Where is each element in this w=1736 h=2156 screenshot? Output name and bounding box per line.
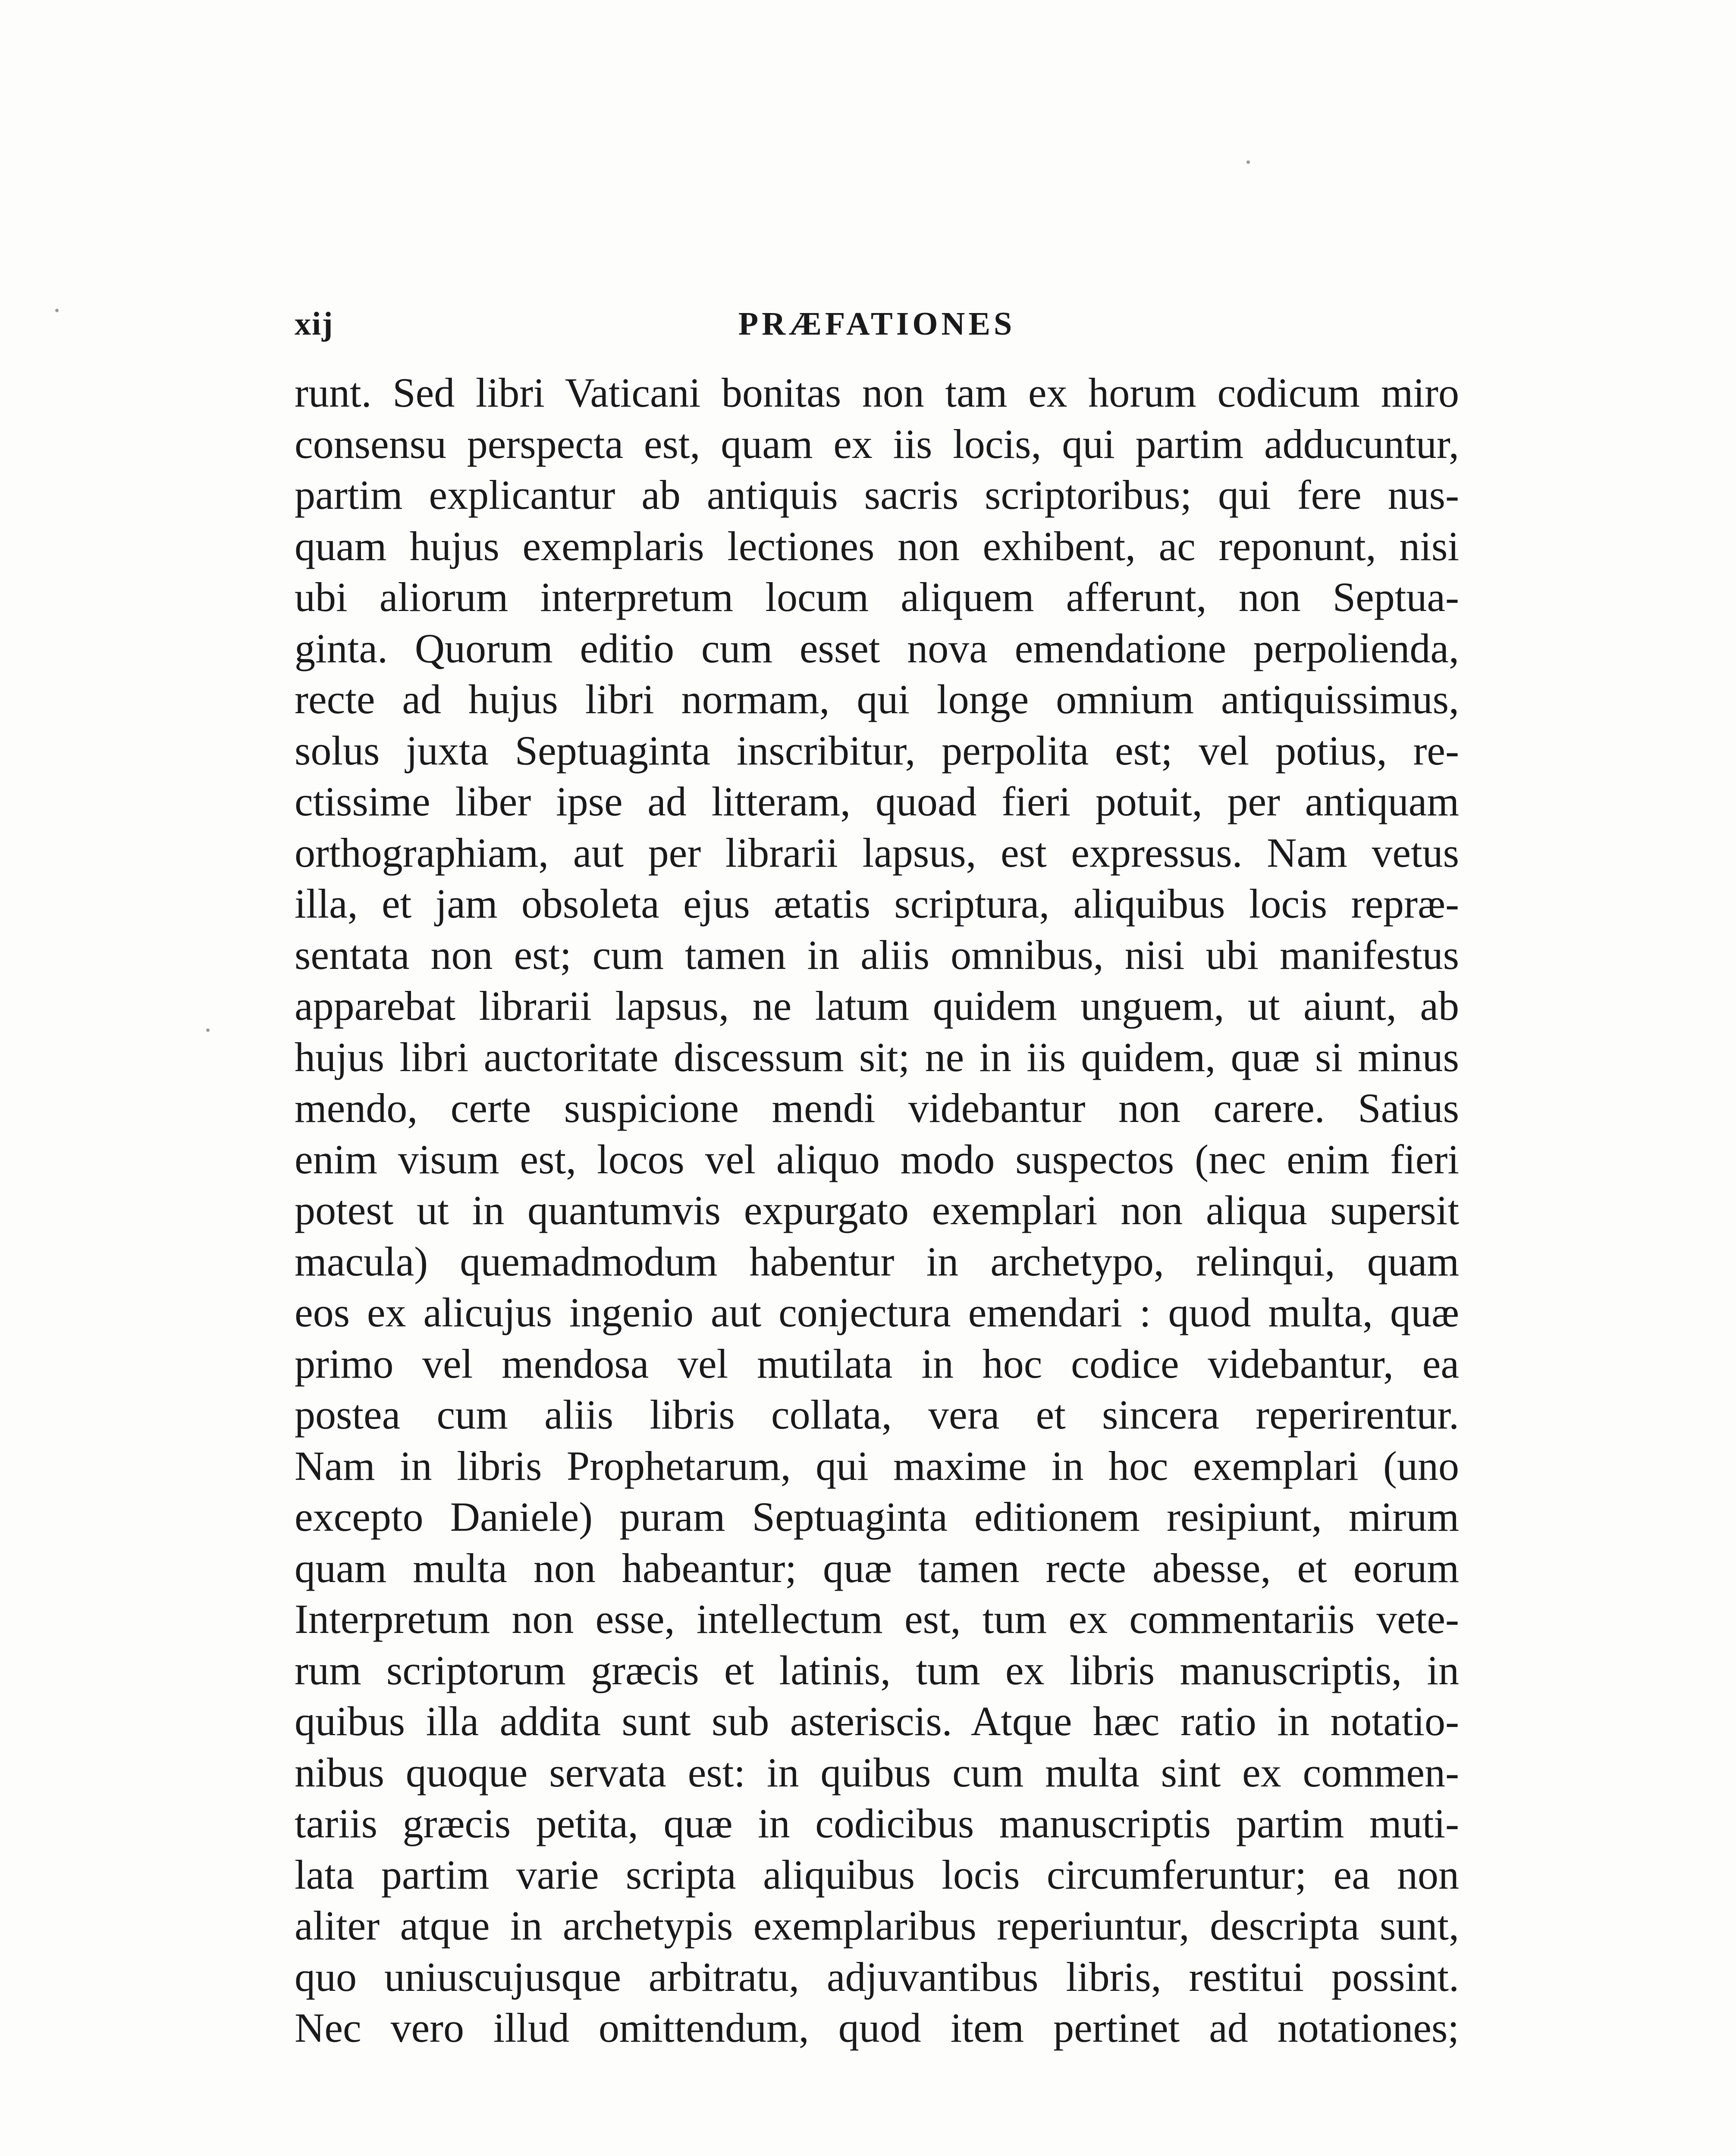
body-text [295,367,1459,2054]
running-title: PRÆFATIONES [738,306,1016,342]
text-line: lata partim varie scripta aliquibus locis circumferuntur; ea non [295,1851,1459,1898]
text-line: quo uniuscujusque arbitratu, adjuvantibus libris, restitui possint. [295,1953,1459,2000]
text-line: consensu perspecta est, quam ex iis locis, qui partim adducuntur, [295,420,1459,467]
text-line: sentata non est; cum tamen in aliis omnibus, nisi ubi manifestus [295,931,1459,978]
text-line: potest ut in quantumvis expurgato exemplari non aliqua supersit [295,1187,1459,1233]
text-line: recte ad hujus libri normam, qui longe omnium antiquissimus, [295,676,1459,722]
text-line: Interpretum non esse, intellectum est, tum ex commentariis vete- [295,1596,1459,1642]
text-line: quam hujus exemplaris lectiones non exhibent, ac reponunt, nisi [295,523,1459,569]
text-line: enim visum est, locos vel aliquo modo suspectos (nec enim fieri [295,1136,1459,1182]
text-line: quibus illa addita sunt sub asteriscis. Atque hæc ratio in notatio- [295,1698,1459,1744]
paper-speck [206,1028,210,1032]
text-line: partim explicantur ab antiquis sacris scriptoribus; qui fere nus- [295,472,1459,518]
text-line: mendo, certe suspicione mendi videbantur non carere. Satius [295,1085,1459,1131]
text-line: Nec vero illud omittendum, quod item pertinet ad notationes; [295,2005,1459,2051]
text-line: orthographiam, aut per librarii lapsus, est expressus. Nam vetus [295,829,1459,876]
text-line: apparebat librarii lapsus, ne latum quidem unguem, ut aiunt, ab [295,983,1459,1029]
text-line: ubi aliorum interpretum locum aliquem afferunt, non Septua- [295,574,1459,620]
text-line: excepto Daniele) puram Septuaginta editionem resipiunt, mirum [295,1494,1459,1540]
paper-speck [55,309,59,312]
text-line: eos ex alicujus ingenio aut conjectura emendari : quod multa, quæ [295,1289,1459,1335]
text-line: ginta. Quorum editio cum esset nova emendatione perpolienda, [295,625,1459,671]
text-line: illa, et jam obsoleta ejus ætatis scriptura, aliquibus locis repræ- [295,881,1459,927]
page-number: xij [295,306,334,342]
text-line: tariis græcis petita, quæ in codicibus manuscriptis partim muti- [295,1800,1459,1846]
text-line: rum scriptorum græcis et latinis, tum ex libris manuscriptis, in [295,1647,1459,1693]
page-header [295,305,1459,353]
text-line: macula) quemadmodum habentur in archetypo, relinqui, quam [295,1238,1459,1285]
text-line: nibus quoque servata est: in quibus cum multa sint ex commen- [295,1749,1459,1796]
text-line: aliter atque in archetypis exemplaribus reperiuntur, descripta sunt, [295,1902,1459,1949]
text-line: hujus libri auctoritate discessum sit; ne in iis quidem, quæ si minus [295,1034,1459,1080]
text-line: primo vel mendosa vel mutilata in hoc codice videbantur, ea [295,1340,1459,1387]
paper-speck [1246,160,1250,164]
text-line: ctissime liber ipse ad litteram, quoad fieri potuit, per antiquam [295,778,1459,824]
text-line: Nam in libris Prophetarum, qui maxime in hoc exemplari (uno [295,1442,1459,1489]
text-line: quam multa non habeantur; quæ tamen recte abesse, et eorum [295,1545,1459,1591]
text-line: solus juxta Septuaginta inscribitur, perpolita est; vel potius, re- [295,727,1459,774]
text-line: postea cum aliis libris collata, vera et sincera reperirentur. [295,1391,1459,1438]
text-line: runt. Sed libri Vaticani bonitas non tam ex horum codicum miro [295,370,1459,416]
